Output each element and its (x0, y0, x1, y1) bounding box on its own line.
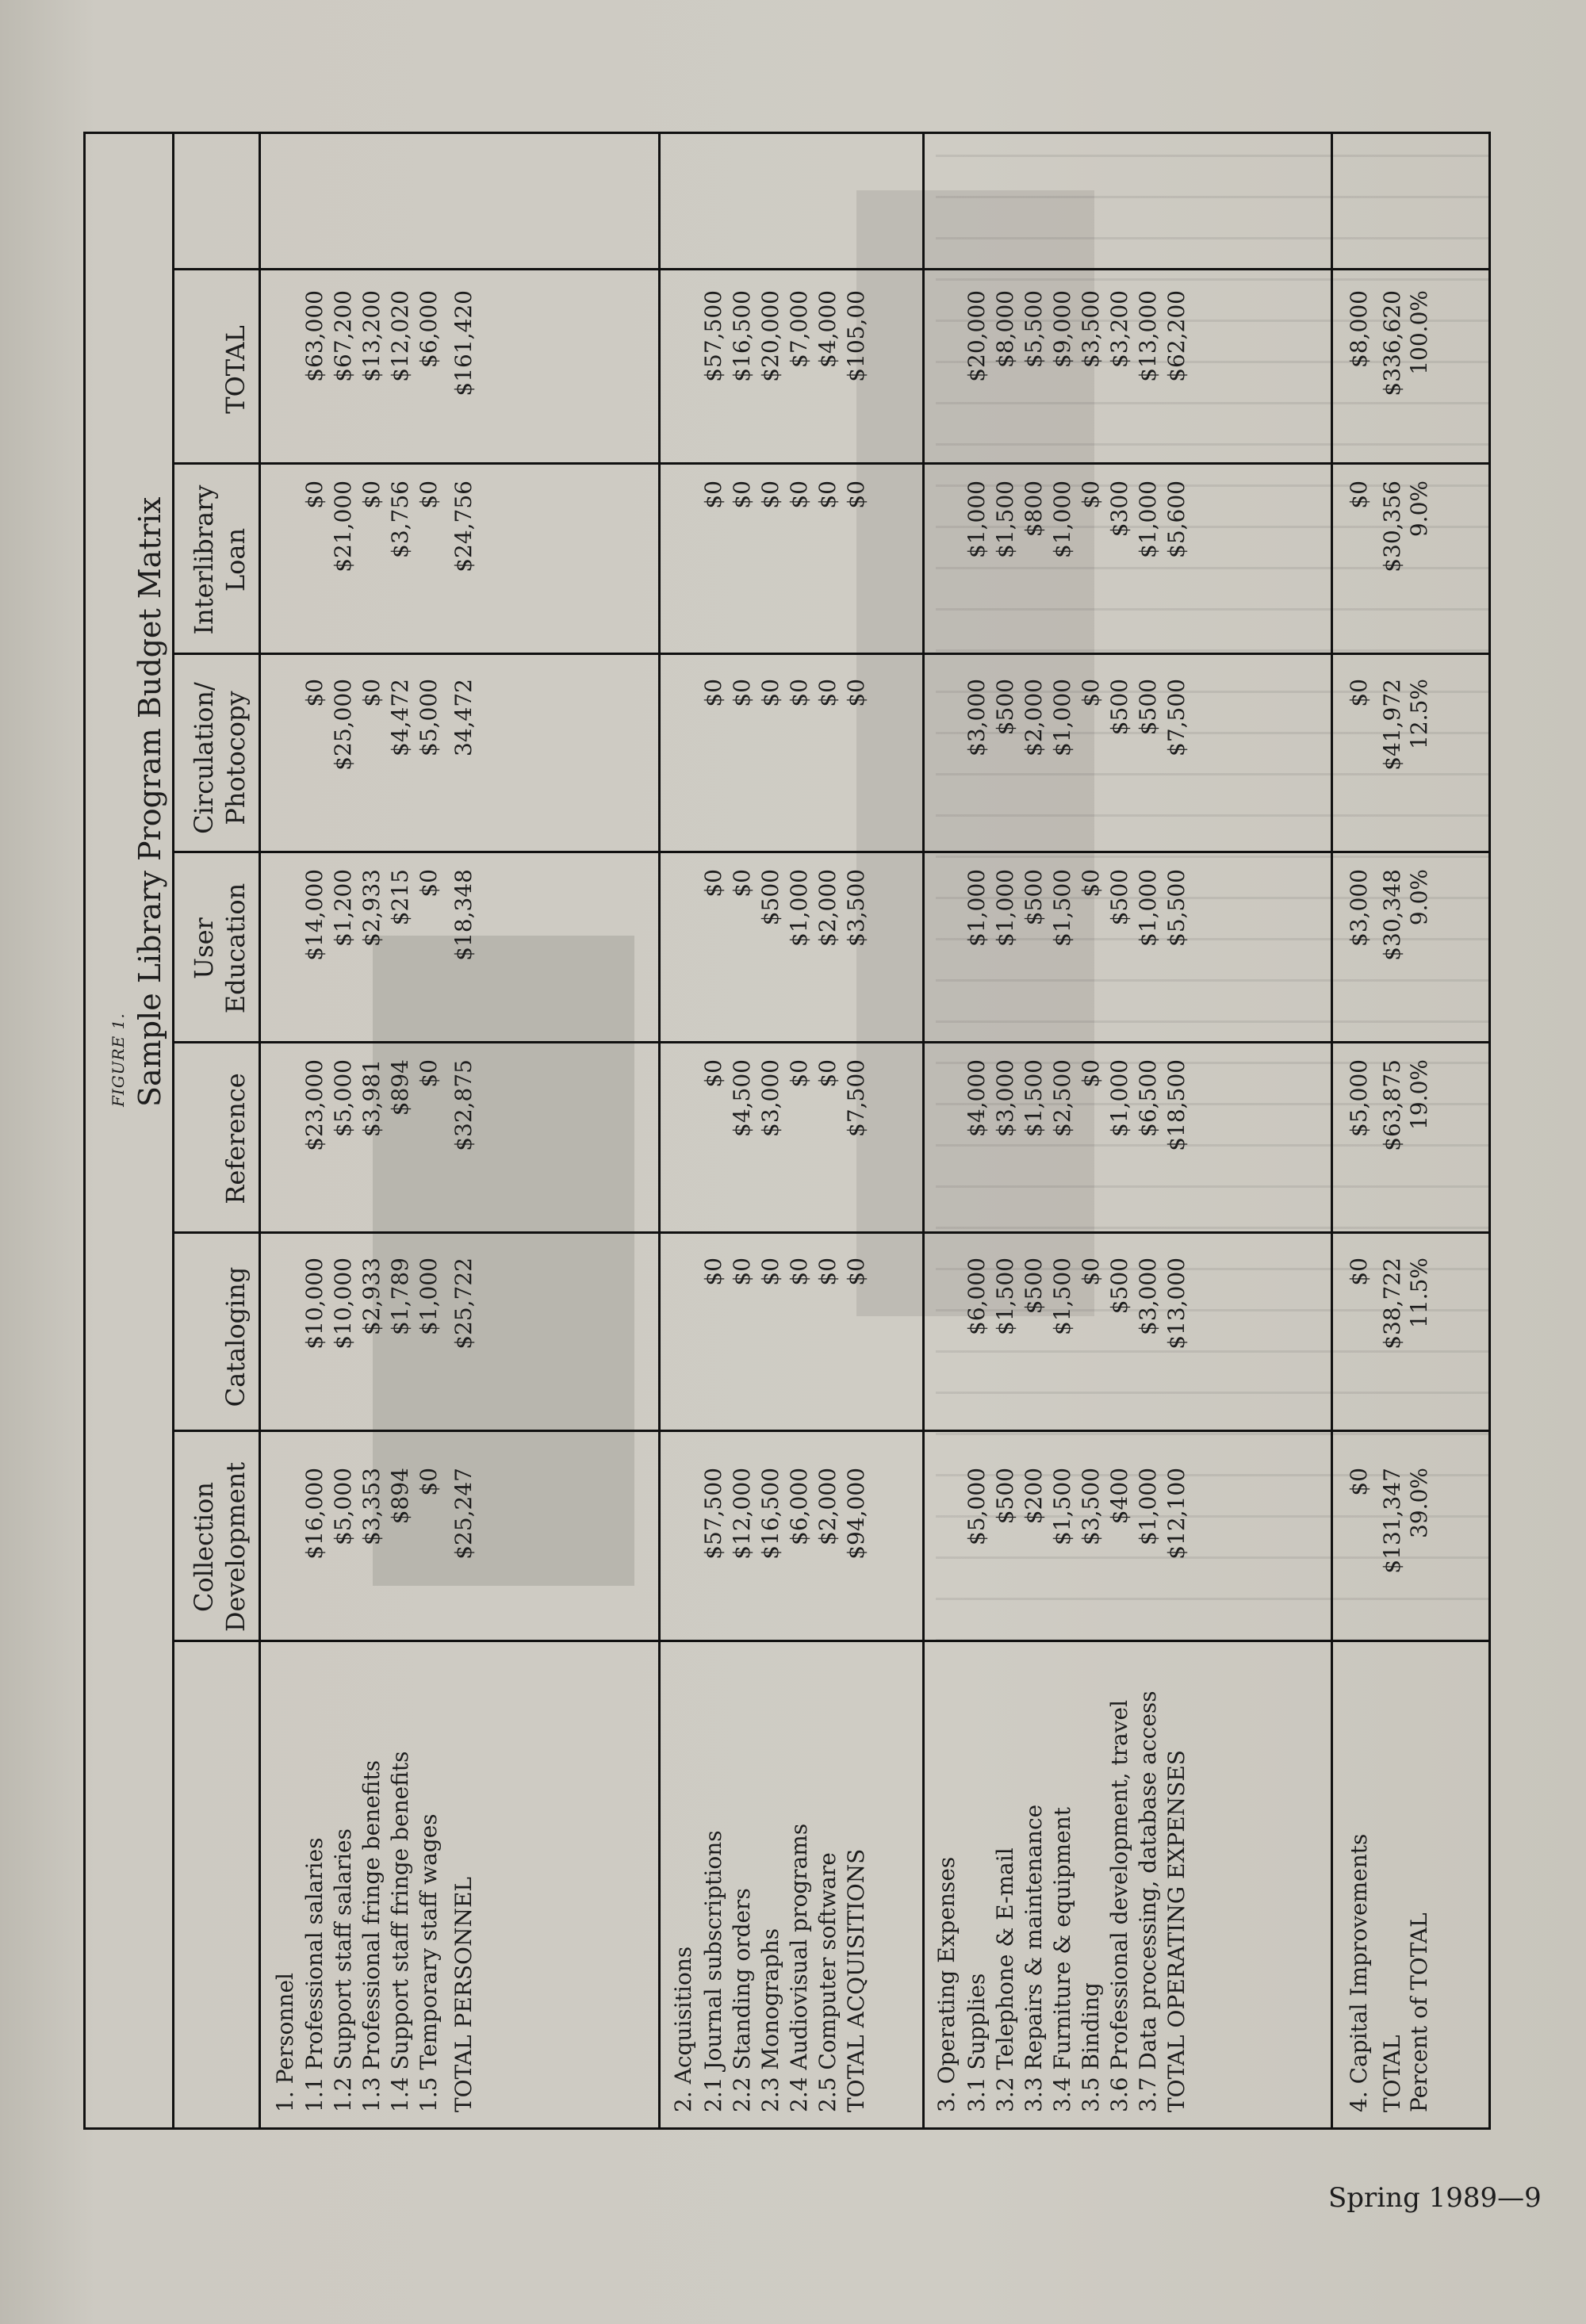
cell-collection: $894 (387, 1468, 413, 1525)
table-row (387, 132, 414, 2130)
cell-collection: $57,500 (700, 1468, 726, 1560)
table-row (757, 132, 784, 2130)
cell-total: $20,000 (963, 290, 990, 382)
table-row (1163, 132, 1190, 2130)
cell-circulation: $5,000 (416, 679, 442, 756)
cell-circulation: $0 (700, 679, 726, 707)
row-label: 1.5 Temporary staff wages (416, 1813, 442, 2112)
cell-total: $62,200 (1163, 290, 1190, 382)
cell-total: $6,000 (416, 290, 442, 368)
section-heading: 3. Operating Expenses (933, 1856, 960, 2112)
cell-total: $13,000 (1135, 290, 1161, 382)
page-footer: Spring 1989—9 (1328, 2182, 1542, 2214)
cell-circulation: $0 (1078, 679, 1104, 707)
cell-circulation: $500 (1135, 679, 1161, 736)
cell-user_ed: $500 (1106, 869, 1132, 926)
cell-ill: $24,756 (450, 480, 477, 572)
cell-reference: $4,000 (963, 1059, 990, 1137)
row-label: 3.7 Data processing, database access (1135, 1690, 1161, 2112)
cell-circulation: $0 (786, 679, 812, 707)
column-header-line: Reference (220, 1073, 251, 1204)
cell-reference: $7,500 (843, 1059, 869, 1137)
cell-circulation: $0 (358, 679, 385, 707)
cell-collection: $200 (1021, 1468, 1047, 1525)
column-header-circulation (188, 663, 251, 853)
section-heading: 1. Personnel (272, 1973, 298, 2112)
cell-circulation: $7,500 (1163, 679, 1190, 756)
cell-cataloging: $0 (1078, 1258, 1104, 1286)
cell-cataloging: $0 (814, 1258, 841, 1286)
row-label: 3.6 Professional development, travel (1106, 1699, 1132, 2112)
cell-circulation: $0 (757, 679, 783, 707)
figure-title: Sample Library Program Budget Matrix (132, 496, 167, 1107)
column-header-line: Collection (189, 1481, 219, 1613)
row-label: 2.4 Audiovisual programs (786, 1823, 812, 2112)
cell-total: $4,000 (814, 290, 841, 368)
column-header-total (188, 274, 251, 465)
cell-reference: $5,000 (1346, 1059, 1372, 1137)
cell-user_ed: $14,000 (301, 869, 328, 961)
cell-circulation: $1,000 (1049, 679, 1075, 756)
cell-collection: $1,000 (1135, 1468, 1161, 1545)
cell-collection: $16,500 (757, 1468, 783, 1560)
cell-total: $5,500 (1021, 290, 1047, 368)
section-rule (658, 132, 661, 2130)
table-row (301, 132, 328, 2130)
cell-reference: $1,000 (1106, 1059, 1132, 1137)
cell-circulation: $0 (843, 679, 869, 707)
table-row (416, 132, 442, 2130)
cell-cataloging: $1,000 (416, 1258, 442, 1335)
table-row (843, 132, 870, 2130)
cell-user_ed: $2,000 (814, 869, 841, 947)
cell-user_ed: $0 (416, 869, 442, 898)
cell-ill: $3,756 (387, 480, 413, 558)
cell-circulation: $0 (1346, 679, 1372, 707)
cell-ill: $0 (814, 480, 841, 509)
cell-collection: $400 (1106, 1468, 1132, 1525)
cell-total: $3,200 (1106, 290, 1132, 368)
row-label: TOTAL (1379, 2035, 1405, 2112)
cell-cataloging: $10,000 (330, 1258, 356, 1350)
cell-ill: $300 (1106, 480, 1132, 538)
cell-reference: $4,500 (729, 1059, 755, 1137)
cell-cataloging: $500 (1106, 1258, 1132, 1315)
cell-user_ed: $215 (387, 869, 413, 926)
column-header-line: Loan (220, 527, 251, 592)
cell-user_ed: $1,000 (1135, 869, 1161, 947)
cell-collection: $6,000 (786, 1468, 812, 1545)
cell-cataloging: $0 (700, 1258, 726, 1286)
table-row (1135, 132, 1162, 2130)
cell-collection: $5,000 (963, 1468, 990, 1545)
cell-collection: $25,247 (450, 1468, 477, 1560)
cell-ill: $21,000 (330, 480, 356, 572)
cell-reference: $63,875 (1379, 1059, 1405, 1151)
row-label: 3.2 Telephone & E-mail (992, 1847, 1018, 2112)
cell-cataloging: $13,000 (1163, 1258, 1190, 1350)
cell-cataloging: $1,500 (992, 1258, 1018, 1335)
cell-collection: $12,100 (1163, 1468, 1190, 1560)
row-label: 4. Capital Improvements (1346, 1833, 1372, 2112)
cell-total: $161,420 (450, 290, 477, 396)
cell-cataloging: $0 (786, 1258, 812, 1286)
cell-collection: 39.0% (1406, 1468, 1432, 1538)
column-header-user_ed (188, 853, 251, 1043)
row-label: 2.3 Monographs (757, 1928, 783, 2112)
row-label: 3.1 Supplies (963, 1973, 990, 2112)
row-label: TOTAL ACQUISITIONS (843, 1848, 869, 2112)
cell-collection: $1,500 (1049, 1468, 1075, 1545)
cell-cataloging: $25,722 (450, 1258, 477, 1350)
cell-user_ed: $0 (1078, 869, 1104, 898)
cell-user_ed: $0 (729, 869, 755, 898)
cell-collection: $3,353 (358, 1468, 385, 1545)
cell-reference: $0 (786, 1059, 812, 1088)
cell-cataloging: 11.5% (1406, 1258, 1432, 1328)
cell-user_ed: $18,348 (450, 869, 477, 961)
cell-reference: $6,500 (1135, 1059, 1161, 1137)
cell-reference: $894 (387, 1059, 413, 1116)
cell-collection: $0 (1346, 1468, 1372, 1496)
cell-cataloging: $2,933 (358, 1258, 385, 1335)
cell-total: $16,500 (729, 290, 755, 382)
cell-collection: $131,347 (1379, 1468, 1405, 1574)
cell-total: $336,620 (1379, 290, 1405, 396)
cell-circulation: $3,000 (963, 679, 990, 756)
cell-collection: $3,500 (1078, 1468, 1104, 1545)
cell-total: $9,000 (1049, 290, 1075, 368)
table-row (1049, 132, 1076, 2130)
cell-circulation: $41,972 (1379, 679, 1405, 771)
row-label: Percent of TOTAL (1406, 1912, 1432, 2112)
cell-user_ed: 9.0% (1406, 869, 1432, 926)
cell-collection: $12,000 (729, 1468, 755, 1560)
cell-circulation: $0 (729, 679, 755, 707)
table-top-rule (172, 132, 174, 2130)
table-row (1379, 132, 1406, 2130)
column-header-line: Development (220, 1461, 251, 1633)
column-header-line: TOTAL (220, 325, 251, 414)
cell-user_ed: $5,500 (1163, 869, 1190, 947)
cell-total: $67,200 (330, 290, 356, 382)
column-header-line (188, 1242, 220, 1432)
cell-total: $105,00 (843, 290, 869, 382)
cell-ill: $0 (786, 480, 812, 509)
column-header-line: User (189, 917, 219, 979)
cell-total: $7,000 (786, 290, 812, 368)
cell-reference: $23,000 (301, 1059, 328, 1151)
column-header-line: Cataloging (220, 1266, 251, 1407)
column-header-collection (188, 1452, 251, 1642)
cell-circulation: $0 (301, 679, 328, 707)
table-row (700, 132, 727, 2130)
column-header-line (188, 1043, 220, 1234)
table-row (1106, 132, 1133, 2130)
cell-collection: $16,000 (301, 1468, 328, 1560)
cell-ill: $30,356 (1379, 480, 1405, 572)
cell-user_ed: $500 (1021, 869, 1047, 926)
cell-user_ed: $1,000 (963, 869, 990, 947)
cell-user_ed: $2,933 (358, 869, 385, 947)
table-row (1078, 132, 1105, 2130)
cell-ill: $0 (757, 480, 783, 509)
row-label: 1.3 Professional fringe benefits (358, 1759, 385, 2112)
cell-ill: $0 (301, 480, 328, 509)
table-row (450, 132, 477, 2130)
row-label: TOTAL OPERATING EXPENSES (1163, 1750, 1190, 2112)
cell-user_ed: $500 (757, 869, 783, 926)
cell-circulation: $500 (1106, 679, 1132, 736)
row-label: 1.4 Support staff fringe benefits (387, 1751, 413, 2112)
cell-user_ed: $3,000 (1346, 869, 1372, 947)
column-header-line: Circulation/ (189, 682, 219, 834)
row-label: 2.1 Journal subscriptions (700, 1830, 726, 2112)
row-label: 1.2 Support staff salaries (330, 1828, 356, 2112)
cell-user_ed: $1,500 (1049, 869, 1075, 947)
cell-reference: $0 (416, 1059, 442, 1088)
cell-cataloging: $0 (1346, 1258, 1372, 1286)
cell-circulation: $25,000 (330, 679, 356, 771)
cell-ill: $0 (416, 480, 442, 509)
cell-total: $63,000 (301, 290, 328, 382)
section-rule (922, 132, 925, 2130)
cell-ill: $0 (843, 480, 869, 509)
cell-ill: $5,600 (1163, 480, 1190, 558)
cell-circulation: $2,000 (1021, 679, 1047, 756)
column-header-line (188, 274, 220, 465)
cell-cataloging: $0 (843, 1258, 869, 1286)
cell-collection: $5,000 (330, 1468, 356, 1545)
row-label: 1.1 Professional salaries (301, 1837, 328, 2112)
row-label: 2.5 Computer software (814, 1852, 841, 2112)
cell-total: $57,500 (700, 290, 726, 382)
cell-cataloging: $0 (757, 1258, 783, 1286)
cell-reference: $0 (700, 1059, 726, 1088)
cell-total: $8,000 (992, 290, 1018, 368)
cell-ill: $1,000 (1135, 480, 1161, 558)
table-row (1406, 132, 1433, 2130)
cell-user_ed: $1,000 (786, 869, 812, 947)
column-header-line: Education (220, 883, 251, 1014)
cell-ill: $0 (1078, 480, 1104, 509)
cell-user_ed: $0 (700, 869, 726, 898)
cell-user_ed: $30,348 (1379, 869, 1405, 961)
cell-collection: $94,000 (843, 1468, 869, 1560)
cell-reference: 19.0% (1406, 1059, 1432, 1130)
cell-reference: $3,000 (757, 1059, 783, 1137)
header-rule (259, 132, 261, 2130)
table-row (729, 132, 756, 2130)
column-header-line: Photocopy (220, 691, 251, 825)
cell-ill: $1,000 (1049, 480, 1075, 558)
cell-reference: $1,500 (1021, 1059, 1047, 1137)
row-label: TOTAL PERSONNEL (450, 1876, 477, 2112)
table-row (992, 132, 1019, 2130)
cell-cataloging: $500 (1021, 1258, 1047, 1315)
row-label: 2.2 Standing orders (729, 1888, 755, 2112)
table-row (786, 132, 813, 2130)
budget-matrix-figure (83, 132, 1491, 2130)
cell-ill: 9.0% (1406, 480, 1432, 538)
cell-circulation: $4,472 (387, 679, 413, 756)
cell-reference: $0 (1078, 1059, 1104, 1088)
cell-user_ed: $3,500 (843, 869, 869, 947)
cell-ill: $0 (358, 480, 385, 509)
cell-reference: $32,875 (450, 1059, 477, 1151)
figure-label: FIGURE 1. (109, 1013, 128, 1107)
cell-total: $8,000 (1346, 290, 1372, 368)
table-row (963, 132, 990, 2130)
cell-cataloging: $10,000 (301, 1258, 328, 1350)
cell-reference: $3,981 (358, 1059, 385, 1137)
column-header-reference (188, 1043, 251, 1234)
row-label: 3.4 Furniture & equipment (1049, 1806, 1075, 2112)
cell-reference: $5,000 (330, 1059, 356, 1137)
cell-ill: $1,500 (992, 480, 1018, 558)
column-header-line: Interlibrary (189, 484, 219, 635)
row-label: 3.5 Binding (1078, 1982, 1104, 2112)
cell-cataloging: $1,500 (1049, 1258, 1075, 1335)
cell-circulation: 12.5% (1406, 679, 1432, 749)
cell-cataloging: $0 (729, 1258, 755, 1286)
cell-cataloging: $6,000 (963, 1258, 990, 1335)
cell-ill: $0 (729, 480, 755, 509)
cell-user_ed: $1,000 (992, 869, 1018, 947)
cell-ill: $0 (1346, 480, 1372, 509)
table-row (814, 132, 841, 2130)
cell-ill: $0 (700, 480, 726, 509)
cell-ill: $1,000 (963, 480, 990, 558)
cell-reference: $2,500 (1049, 1059, 1075, 1137)
cell-total: 100.0% (1406, 290, 1432, 375)
cell-cataloging: $3,000 (1135, 1258, 1161, 1335)
cell-circulation: $0 (814, 679, 841, 707)
section-rule (1331, 132, 1333, 2130)
cell-ill: $800 (1021, 480, 1047, 538)
cell-cataloging: $38,722 (1379, 1258, 1405, 1350)
table-row (1346, 132, 1373, 2130)
cell-collection: $2,000 (814, 1468, 841, 1545)
cell-total: $13,200 (358, 290, 385, 382)
table-row (358, 132, 385, 2130)
table-row (330, 132, 357, 2130)
cell-cataloging: $1,789 (387, 1258, 413, 1335)
cell-reference: $18,500 (1163, 1059, 1190, 1151)
cell-total: $20,000 (757, 290, 783, 382)
cell-circulation: $500 (992, 679, 1018, 736)
section-heading: 2. Acquisitions (670, 1946, 696, 2112)
table-row (1021, 132, 1048, 2130)
cell-total: $3,500 (1078, 290, 1104, 368)
cell-collection: $0 (416, 1468, 442, 1496)
cell-reference: $0 (814, 1059, 841, 1088)
cell-collection: $500 (992, 1468, 1018, 1525)
column-header-ill (188, 465, 251, 655)
cell-circulation: 34,472 (450, 679, 477, 756)
cell-user_ed: $1,200 (330, 869, 356, 947)
cell-total: $12,020 (387, 290, 413, 382)
cell-reference: $3,000 (992, 1059, 1018, 1137)
row-label: 3.3 Repairs & maintenance (1021, 1804, 1047, 2112)
column-header-cataloging (188, 1242, 251, 1432)
